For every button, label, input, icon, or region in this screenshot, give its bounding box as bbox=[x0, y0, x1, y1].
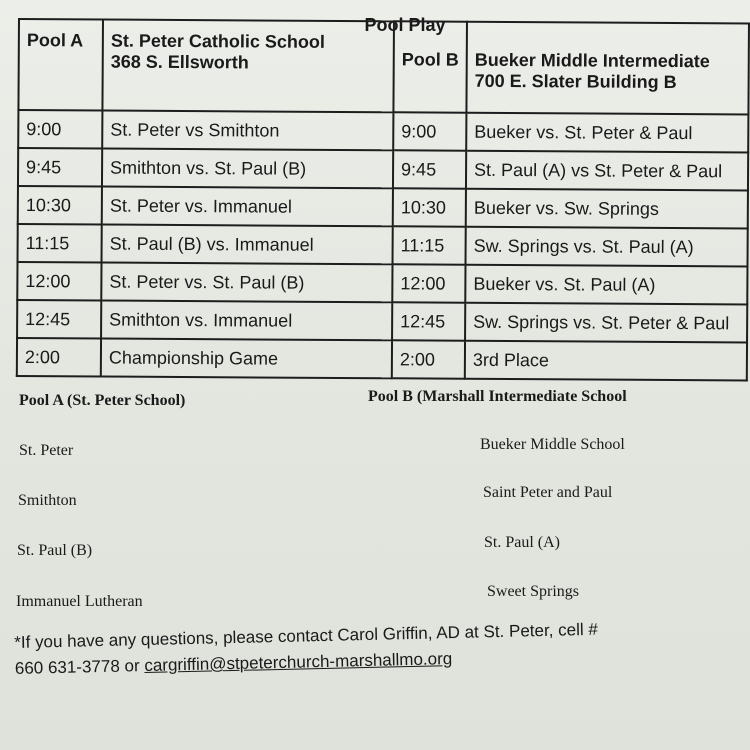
pool-a-school-address: 368 S. Ellsworth bbox=[110, 51, 249, 73]
pool-a-game: St. Peter vs. Immanuel bbox=[102, 187, 393, 227]
pool-b-time: 9:00 bbox=[393, 112, 466, 150]
pool-b-label: Pool B bbox=[393, 21, 467, 112]
pool-a-time: 9:00 bbox=[18, 110, 102, 149]
pool-b-time: 2:00 bbox=[392, 340, 465, 378]
pool-a-game: Championship Game bbox=[101, 339, 392, 379]
pool-a-game: Smithton vs. Immanuel bbox=[101, 301, 392, 341]
pool-b-game: Bueker vs. St. Peter & Paul bbox=[466, 113, 748, 153]
pool-a-time: 12:00 bbox=[17, 262, 101, 301]
pool-b-teams-heading: Pool B (Marshall Intermediate School bbox=[368, 388, 627, 405]
pool-a-game: St. Peter vs Smithton bbox=[102, 111, 393, 151]
pool-a-game: St. Peter vs. St. Paul (B) bbox=[101, 263, 392, 303]
contact-phone: 660 631-3778 or bbox=[14, 656, 145, 678]
pool-a-team: Immanuel Lutheran bbox=[16, 593, 143, 610]
pool-b-time: 11:15 bbox=[393, 226, 466, 264]
pool-b-game: Bueker vs. Sw. Springs bbox=[466, 189, 748, 229]
pool-b-game: Bueker vs. St. Paul (A) bbox=[465, 265, 747, 305]
pool-a-label: Pool A bbox=[18, 19, 103, 111]
pool-a-time: 12:45 bbox=[17, 300, 101, 339]
pool-b-time: 9:45 bbox=[393, 150, 466, 188]
pool-b-team: Saint Peter and Paul bbox=[483, 484, 613, 501]
pool-a-school-name: St. Peter Catholic School bbox=[110, 30, 325, 52]
page-title: Pool Play bbox=[364, 15, 446, 35]
pool-b-game: 3rd Place bbox=[465, 341, 747, 381]
pool-b-game: Sw. Springs vs. St. Peter & Paul bbox=[465, 303, 747, 343]
pool-a-time: 2:00 bbox=[17, 338, 101, 377]
contact-email-link[interactable]: cargriffin@stpeterchurch-marshallmo.org bbox=[144, 649, 453, 676]
pool-b-time: 10:30 bbox=[393, 188, 466, 226]
pool-a-teams-heading: Pool A (St. Peter School) bbox=[19, 392, 186, 409]
pool-a-time: 10:30 bbox=[18, 186, 102, 225]
pool-b-school-name: Bueker Middle Intermediate bbox=[474, 49, 710, 72]
pool-b-team: St. Paul (A) bbox=[484, 534, 560, 551]
pool-a-time: 9:45 bbox=[18, 148, 102, 187]
pool-b-team: Bueker Middle School bbox=[480, 436, 625, 453]
pool-b-school-address: 700 E. Slater Building B bbox=[474, 70, 677, 93]
pool-a-team: St. Paul (B) bbox=[17, 542, 93, 559]
pool-b-game: St. Paul (A) vs St. Peter & Paul bbox=[466, 151, 748, 191]
pool-b-time: 12:45 bbox=[392, 302, 465, 340]
pool-a-game: Smithton vs. St. Paul (B) bbox=[102, 149, 393, 189]
pool-a-game: St. Paul (B) vs. Immanuel bbox=[102, 225, 393, 265]
pool-a-team: St. Peter bbox=[19, 442, 74, 459]
pool-b-time: 12:00 bbox=[392, 264, 465, 302]
pool-b-team: Sweet Springs bbox=[487, 583, 579, 600]
contact-line: *If you have any questions, please contact Carol Griffin, AD at St. Peter, cell # bbox=[14, 619, 599, 652]
pool-a-team: Smithton bbox=[18, 492, 77, 509]
pool-a-time: 11:15 bbox=[18, 224, 102, 263]
pool-b-game: Sw. Springs vs. St. Paul (A) bbox=[466, 227, 748, 267]
